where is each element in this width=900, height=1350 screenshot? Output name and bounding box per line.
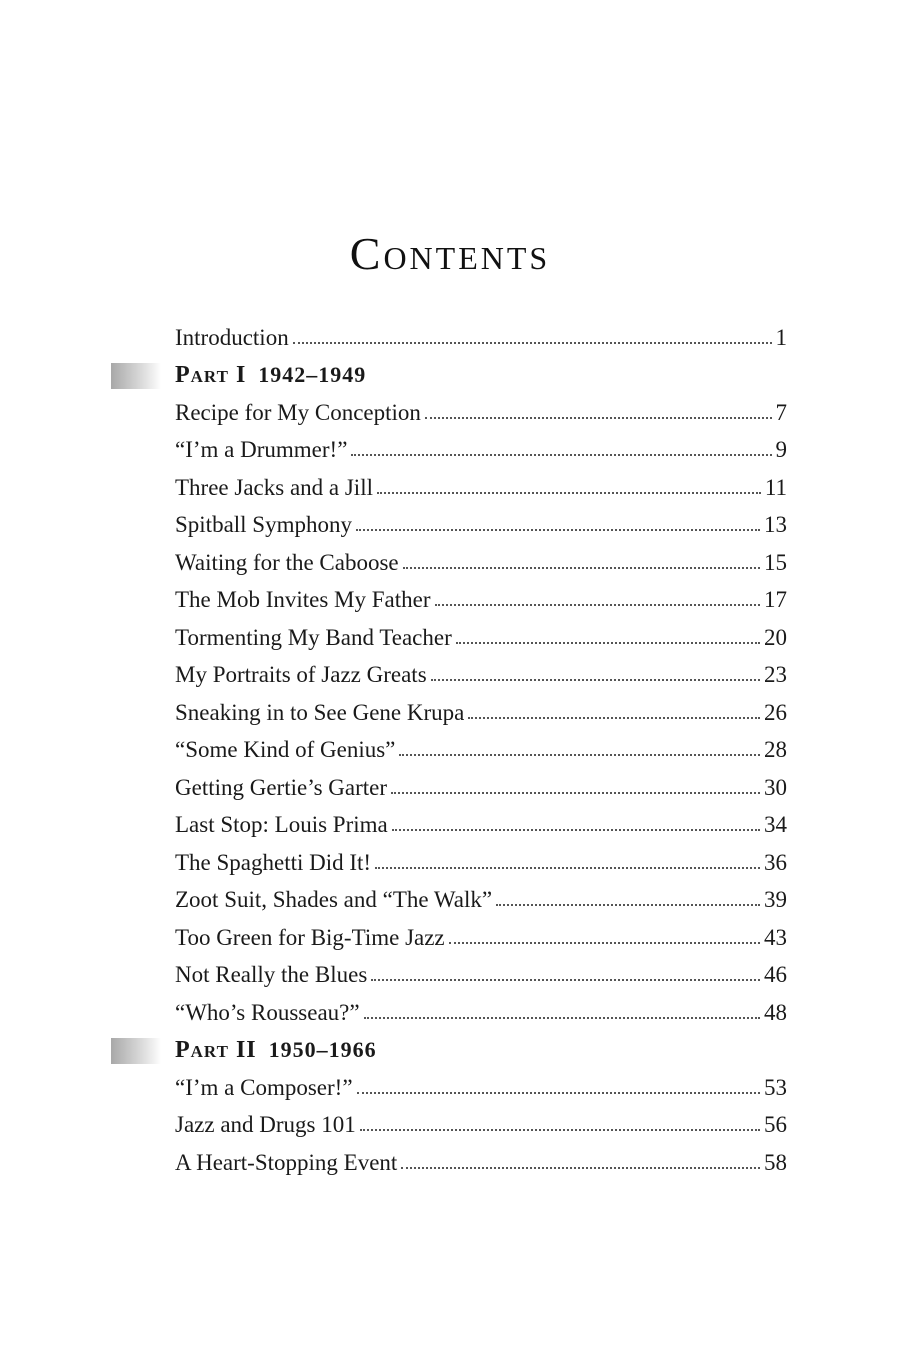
dot-leader <box>293 342 772 344</box>
toc-entry-title: The Spaghetti Did It! <box>175 849 372 875</box>
dot-leader <box>468 717 760 719</box>
part-heading <box>175 357 787 395</box>
toc-entry <box>175 769 787 807</box>
toc-entry-page-number: 58 <box>764 1149 787 1175</box>
dot-leader <box>399 754 760 756</box>
toc-entry-page-number: 56 <box>764 1112 787 1138</box>
toc-entry-title: “Who’s Rousseau?” <box>175 999 360 1025</box>
toc-entry-title: “I’m a Composer!” <box>175 1074 353 1100</box>
toc-entry-page-number: 7 <box>775 399 787 425</box>
dot-leader <box>351 454 771 456</box>
toc-entry-title: Too Green for Big-Time Jazz <box>175 924 445 950</box>
dot-leader <box>377 492 761 494</box>
toc-entry-page-number: 20 <box>764 624 787 650</box>
part-years: 1942–1949 <box>258 362 367 388</box>
toc-entry-page-number: 30 <box>764 774 787 800</box>
toc-entry-page-number: 43 <box>764 924 787 950</box>
toc-entry <box>175 882 787 920</box>
toc-entry-page-number: 13 <box>764 512 787 538</box>
dot-leader <box>425 417 772 419</box>
part-label: Part I <box>175 361 247 388</box>
toc-entry-title: Spitball Symphony <box>175 512 352 538</box>
toc-entry-title: Tormenting My Band Teacher <box>175 624 452 650</box>
toc-entry <box>175 919 787 957</box>
toc-entry-title: Recipe for My Conception <box>175 399 421 425</box>
toc-entry <box>175 1107 787 1145</box>
dot-leader <box>371 979 760 981</box>
part-label: Part II <box>175 1036 257 1063</box>
dot-leader <box>357 1092 760 1094</box>
toc-entry-page-number: 48 <box>764 999 787 1025</box>
toc-entry <box>175 994 787 1032</box>
dot-leader <box>392 829 760 831</box>
part-marker-bar <box>111 363 161 389</box>
toc-entry-page-number: 9 <box>775 437 787 463</box>
toc-entry-title: The Mob Invites My Father <box>175 587 431 613</box>
toc-entry-title: Zoot Suit, Shades and “The Walk” <box>175 887 493 913</box>
toc-entry-page-number: 1 <box>775 324 787 350</box>
table-of-contents <box>175 319 787 1182</box>
toc-entry-page-number: 11 <box>764 474 787 500</box>
dot-leader <box>449 942 760 944</box>
toc-entry <box>175 507 787 545</box>
dot-leader <box>391 792 760 794</box>
dot-leader <box>375 867 760 869</box>
toc-entry-title: Introduction <box>175 324 289 350</box>
toc-entry-title: Getting Gertie’s Garter <box>175 774 388 800</box>
toc-entry-title: Not Really the Blues <box>175 962 368 988</box>
toc-entry <box>175 732 787 770</box>
toc-entry-page-number: 15 <box>764 549 787 575</box>
toc-entry <box>175 469 787 507</box>
toc-entry <box>175 957 787 995</box>
toc-entry-title: “Some Kind of Genius” <box>175 737 396 763</box>
toc-entry-page-number: 26 <box>764 699 787 725</box>
toc-entry-title: My Portraits of Jazz Greats <box>175 662 427 688</box>
dot-leader <box>435 604 760 606</box>
toc-entry <box>175 432 787 470</box>
part-years: 1950–1966 <box>268 1037 377 1063</box>
toc-entry-title: Three Jacks and a Jill <box>175 474 373 500</box>
dot-leader <box>360 1129 760 1131</box>
page-title: Contents <box>349 227 551 279</box>
dot-leader <box>401 1167 760 1169</box>
dot-leader <box>431 679 760 681</box>
toc-entry <box>175 544 787 582</box>
toc-entry-title: Sneaking in to See Gene Krupa <box>175 699 465 725</box>
toc-entry-title: “I’m a Drummer!” <box>175 437 348 463</box>
toc-entry-title: Waiting for the Caboose <box>175 549 399 575</box>
toc-entry <box>175 319 787 357</box>
dot-leader <box>356 529 760 531</box>
dot-leader <box>496 904 760 906</box>
toc-entry <box>175 394 787 432</box>
toc-entry-page-number: 23 <box>764 662 787 688</box>
toc-entry-title: A Heart-Stopping Event <box>175 1149 398 1175</box>
dot-leader <box>456 642 760 644</box>
toc-entry-page-number: 53 <box>764 1074 787 1100</box>
toc-entry <box>175 657 787 695</box>
dot-leader <box>403 567 760 569</box>
toc-entry <box>175 582 787 620</box>
part-heading <box>175 1032 787 1070</box>
toc-entry-page-number: 36 <box>764 849 787 875</box>
toc-entry-page-number: 17 <box>764 587 787 613</box>
toc-entry-title: Last Stop: Louis Prima <box>175 812 388 838</box>
part-marker-bar <box>111 1038 161 1064</box>
toc-entry <box>175 619 787 657</box>
toc-entry-page-number: 46 <box>764 962 787 988</box>
toc-entry-title: Jazz and Drugs 101 <box>175 1112 356 1138</box>
toc-entry <box>175 694 787 732</box>
toc-entry <box>175 807 787 845</box>
toc-entry-page-number: 34 <box>764 812 787 838</box>
toc-entry <box>175 1069 787 1107</box>
dot-leader <box>364 1017 760 1019</box>
toc-entry-page-number: 28 <box>764 737 787 763</box>
toc-entry <box>175 1144 787 1182</box>
toc-entry-page-number: 39 <box>764 887 787 913</box>
toc-entry <box>175 844 787 882</box>
